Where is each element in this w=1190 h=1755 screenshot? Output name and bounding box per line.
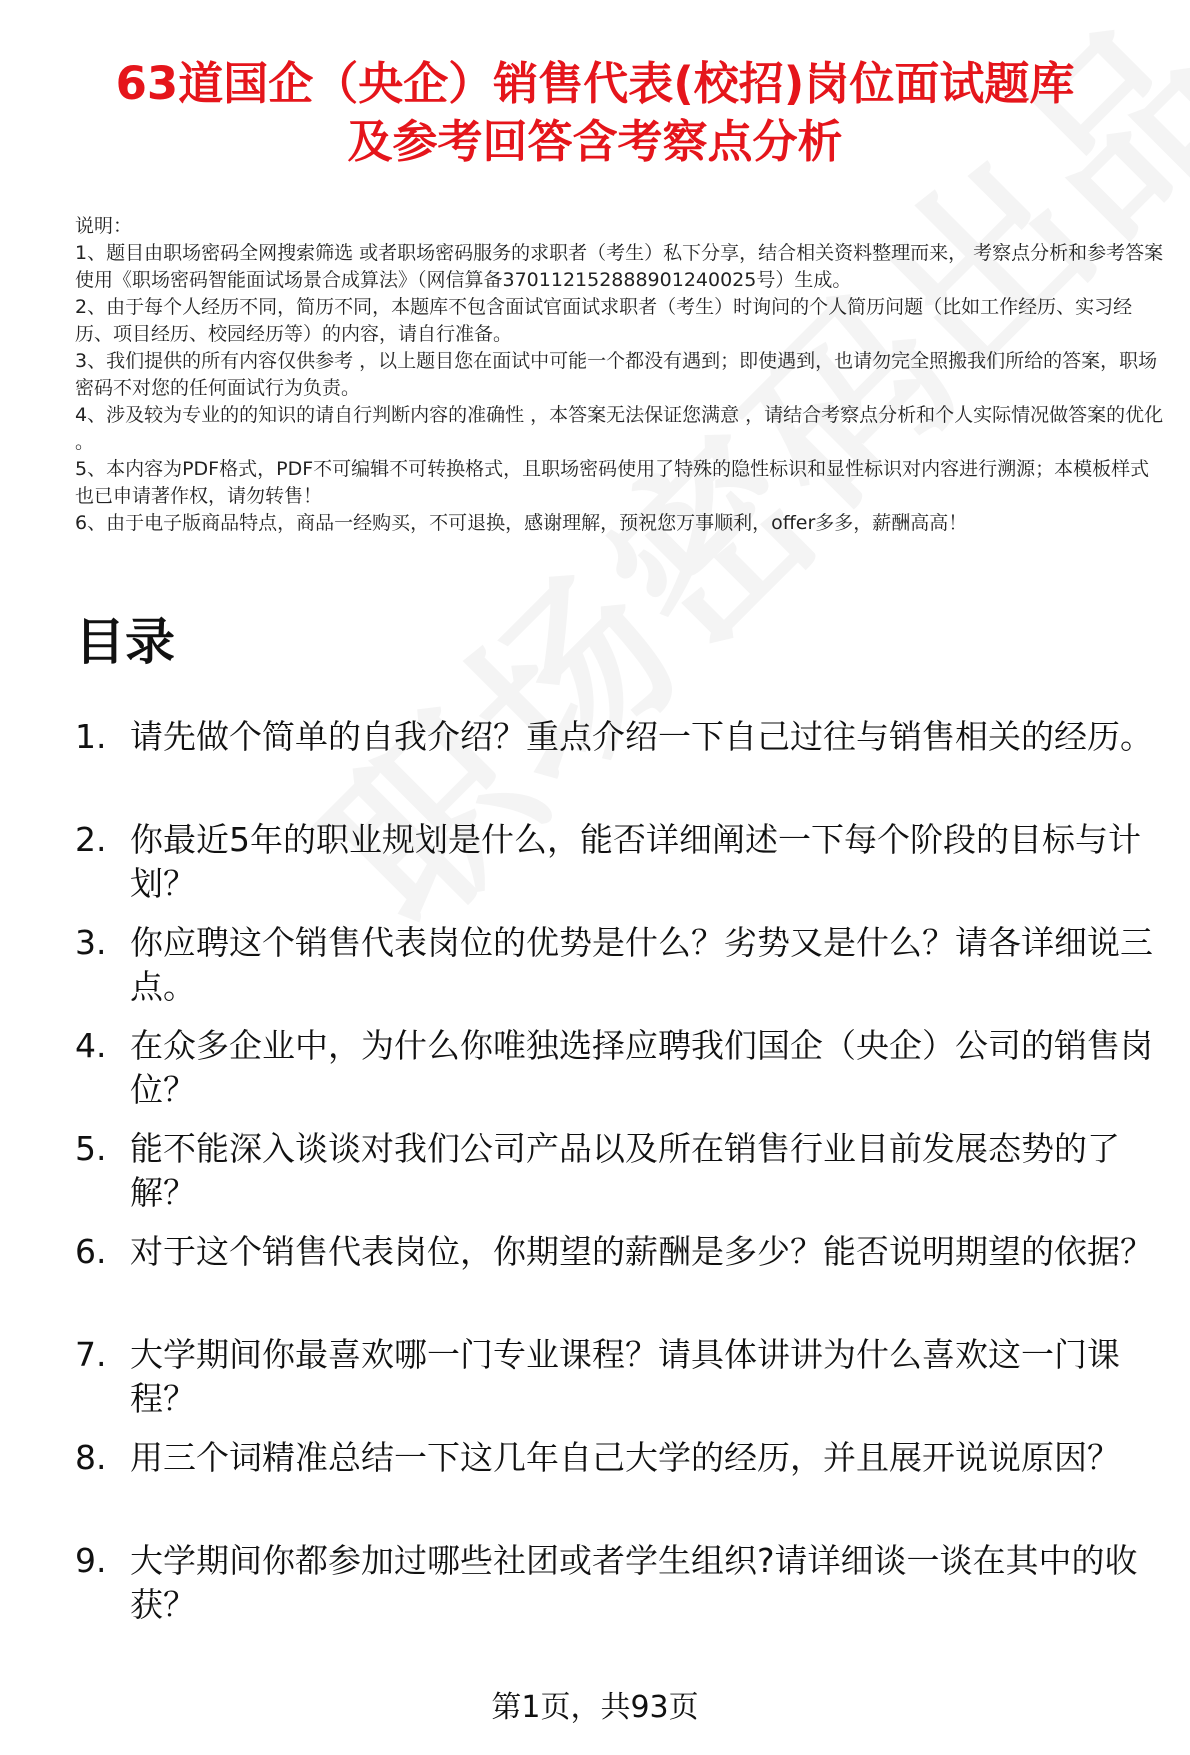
toc-item-number: 4. <box>75 1026 107 1065</box>
toc-item-text: 用三个词精准总结一下这几年自己大学的经历，并且展开说说原因？ <box>130 1438 1120 1477</box>
note-item: 2、由于每个人经历不同，简历不同，本题库不包含面试官面试求职者（考生）时询问的个人简历问题（比如工作经历、实习经历、项目经历、校园经历等）的内容，请自行准备。 <box>75 296 1133 345</box>
notes-section <box>75 213 1165 537</box>
toc-item-number: 9. <box>75 1541 107 1580</box>
toc-item-text: 你最近5年的职业规划是什么，能否详细阐述一下每个阶段的目标与计划？ <box>130 820 1141 903</box>
toc-item[interactable] <box>75 1230 1175 1318</box>
toc-item[interactable] <box>75 818 1175 906</box>
toc-item-text: 大学期间你都参加过哪些社团或者学生组织?请详细谈一谈在其中的收获？ <box>130 1541 1138 1624</box>
document-title-line1: 63道国企（央企）销售代表(校招)岗位面试题库 <box>115 57 1075 110</box>
toc-heading: 目录 <box>75 613 175 671</box>
toc-item[interactable] <box>75 715 1175 803</box>
toc-item-number: 7. <box>75 1335 107 1374</box>
note-item: 3、我们提供的所有内容仅供参考 ，以上题目您在面试中可能一个都没有遇到；即使遇到，也请勿完全照搬我们所给的答案，职场密码不对您的任何面试行为负责。 <box>75 350 1158 399</box>
toc-item-text: 你应聘这个销售代表岗位的优势是什么？劣势又是什么？请各详细说三点。 <box>130 923 1153 1006</box>
note-item: 5、本内容为PDF格式，PDF不可编辑不可转换格式，且职场密码使用了特殊的隐性标识和显性标识对内容进行溯源；本模板样式也已申请著作权，请勿转售！ <box>75 458 1150 507</box>
toc-item[interactable] <box>75 921 1175 1009</box>
document-title-line2: 及参考回答含考察点分析 <box>347 115 843 168</box>
toc-item-number: 1. <box>75 717 107 756</box>
note-item: 4、涉及较为专业的的知识的请自行判断内容的准确性 ，本答案无法保证您满意 ，请结合考察点分析和个人实际情况做答案的优化 。 <box>75 404 1164 453</box>
toc-item[interactable] <box>75 1436 1175 1524</box>
notes-heading: 说明： <box>75 215 133 237</box>
toc-item-number: 3. <box>75 923 107 962</box>
toc-list <box>75 715 1175 1642</box>
toc-item[interactable] <box>75 1024 1175 1112</box>
toc-item-number: 8. <box>75 1438 107 1477</box>
toc-item[interactable] <box>75 1333 1175 1421</box>
toc-item-number: 2. <box>75 820 107 859</box>
toc-item-number: 6. <box>75 1232 107 1271</box>
toc-item-text: 能不能深入谈谈对我们公司产品以及所在销售行业目前发展态势的了解？ <box>130 1129 1120 1212</box>
toc-item-text: 在众多企业中，为什么你唯独选择应聘我们国企（央企）公司的销售岗位？ <box>130 1026 1153 1109</box>
page-number: 第1页，共93页 <box>491 1690 699 1725</box>
toc-item-text: 对于这个销售代表岗位，你期望的薪酬是多少？能否说明期望的依据？ <box>130 1232 1153 1271</box>
toc-item[interactable] <box>75 1539 1175 1627</box>
toc-item-text: 请先做个简单的自我介绍？重点介绍一下自己过往与销售相关的经历。 <box>130 717 1153 756</box>
note-item: 1、题目由职场密码全网搜索筛选 或者职场密码服务的求职者（考生）私下分享，结合相关资料整理而来， 考察点分析和参考答案使用《职场密码智能面试场景合成算法》（网信算备370112152888901240025号）生成。 <box>75 242 1164 291</box>
note-item: 6、由于电子版商品特点，商品一经购买，不可退换，感谢理解，预祝您万事顺利，offer多多，薪酬高高！ <box>75 512 968 534</box>
toc-item[interactable] <box>75 1127 1175 1215</box>
toc-item-text: 大学期间你最喜欢哪一门专业课程？请具体讲讲为什么喜欢这一门课程？ <box>130 1335 1120 1418</box>
toc-item-number: 5. <box>75 1129 107 1168</box>
